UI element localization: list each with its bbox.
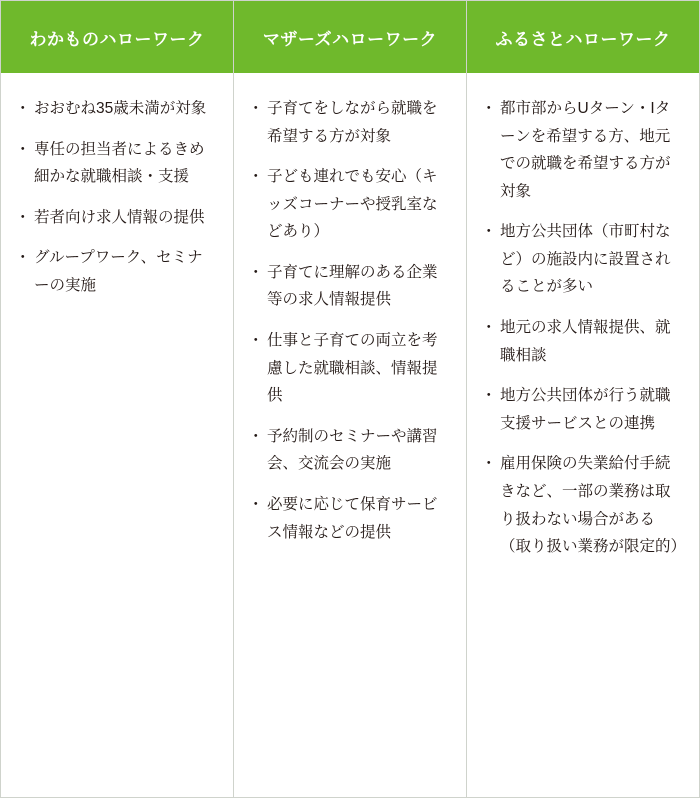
list-item: ・ 子育てをしながら就職を希望する方が対象 bbox=[250, 95, 448, 150]
list-item: ・ 雇用保険の失業給付手続きなど、一部の業務は取り扱わない場合がある（取り扱い業務が限定的） bbox=[483, 450, 681, 560]
column-header-wakamono: わかものハローワーク bbox=[1, 1, 233, 73]
feature-list-mothers bbox=[250, 95, 448, 546]
list-item: ・ グループワーク、セミナーの実施 bbox=[17, 244, 215, 299]
list-item: ・ 専任の担当者によるきめ細かな就職相談・支援 bbox=[17, 136, 215, 191]
column-header-furusato: ふるさとハローワーク bbox=[467, 1, 699, 73]
list-item: ・ 予約制のセミナーや講習会、交流会の実施 bbox=[250, 423, 448, 478]
list-item: ・ 都市部からUターン・Iターンを希望する方、地元での就職を希望する方が対象 bbox=[483, 95, 681, 205]
table-column-mothers bbox=[234, 1, 467, 797]
table-column-wakamono bbox=[1, 1, 234, 797]
list-item: ・ 子育てに理解のある企業等の求人情報提供 bbox=[250, 259, 448, 314]
list-item: ・ 必要に応じて保育サービス情報などの提供 bbox=[250, 491, 448, 546]
list-item: ・ 若者向け求人情報の提供 bbox=[17, 204, 215, 232]
table-column-furusato bbox=[467, 1, 699, 797]
list-item: ・ 地方公共団体（市町村など）の施設内に設置されることが多い bbox=[483, 218, 681, 301]
feature-list-furusato bbox=[483, 95, 687, 561]
list-item: ・ 地方公共団体が行う就職支援サービスとの連携 bbox=[483, 382, 681, 437]
column-header-mothers: マザーズハローワーク bbox=[234, 1, 466, 73]
feature-list-wakamono bbox=[17, 95, 215, 299]
list-item: ・ 仕事と子育ての両立を考慮した就職相談、情報提供 bbox=[250, 327, 448, 410]
column-body-wakamono bbox=[1, 73, 233, 797]
column-body-furusato bbox=[467, 73, 699, 797]
column-body-mothers bbox=[234, 73, 466, 797]
list-item: ・ 子ども連れでも安心（キッズコーナーや授乳室などあり） bbox=[250, 163, 448, 246]
list-item: ・ おおむね35歳未満が対象 bbox=[17, 95, 215, 123]
list-item: ・ 地元の求人情報提供、就職相談 bbox=[483, 314, 681, 369]
